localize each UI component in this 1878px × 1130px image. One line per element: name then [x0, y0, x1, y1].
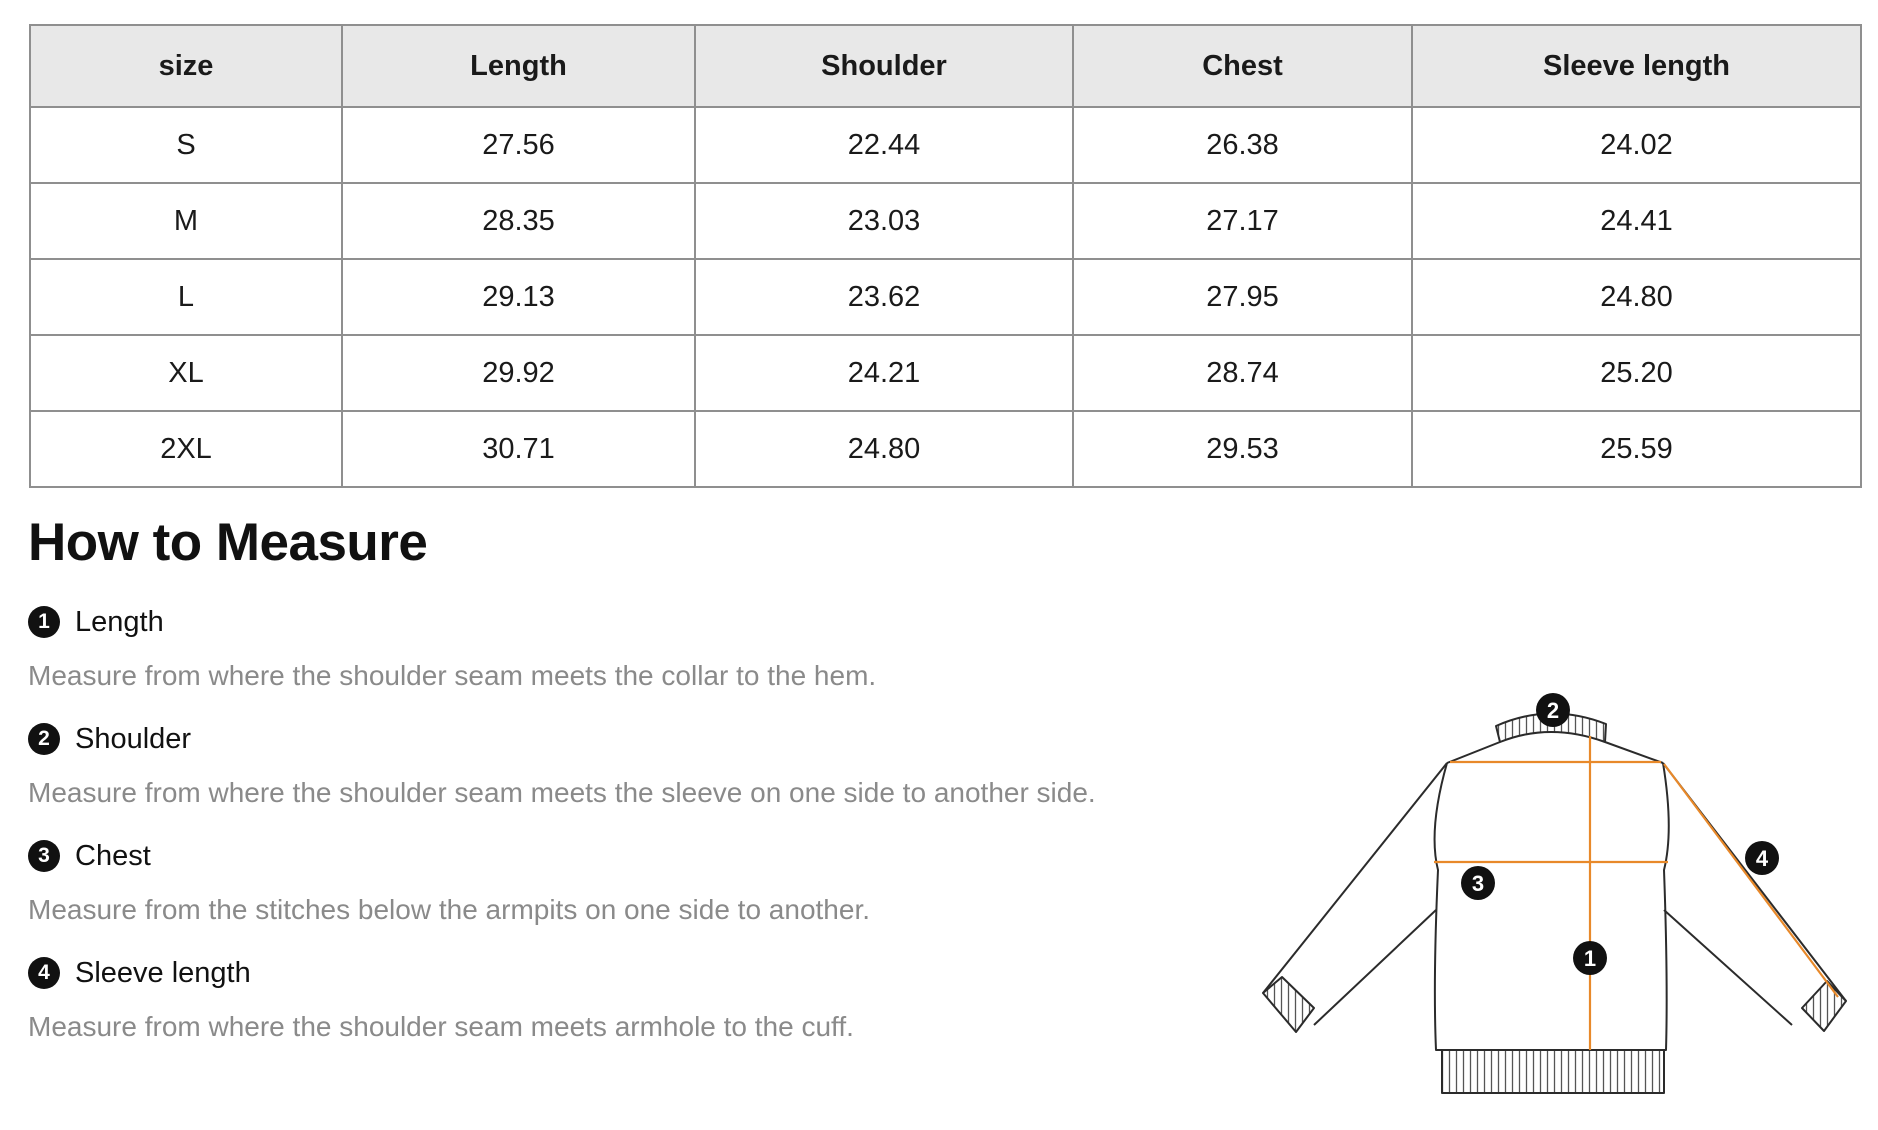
- step-number-badge: 3: [28, 840, 60, 872]
- column-header-shoulder: Shoulder: [695, 25, 1073, 107]
- table-cell: 26.38: [1073, 107, 1412, 183]
- table-cell: 2XL: [30, 411, 342, 487]
- step-number-badge: 4: [28, 957, 60, 989]
- marker-1: [1573, 941, 1607, 975]
- table-cell: 30.71: [342, 411, 695, 487]
- table-cell: 23.62: [695, 259, 1073, 335]
- marker-4: [1745, 841, 1779, 875]
- step-description: Measure from where the shoulder seam meets the collar to the hem.: [28, 660, 877, 691]
- step-label: Length: [75, 605, 164, 638]
- step-description: Measure from where the shoulder seam meets the sleeve on one side to another side.: [28, 777, 1096, 808]
- marker-label: 4: [1755, 846, 1769, 871]
- marker-label: 3: [1471, 871, 1485, 896]
- table-row: [30, 107, 1861, 183]
- step-description: Measure from the stitches below the armpits on one side to another.: [28, 894, 871, 925]
- table-cell: XL: [30, 335, 342, 411]
- column-header-chest: Chest: [1073, 25, 1412, 107]
- table-row: [30, 335, 1861, 411]
- step-number-badge: 2: [28, 723, 60, 755]
- table-cell: 29.13: [342, 259, 695, 335]
- marker-3: [1461, 866, 1495, 900]
- table-cell: 24.41: [1412, 183, 1861, 259]
- sweater-outline: [1263, 713, 1846, 1093]
- step-label: Sleeve length: [75, 956, 251, 989]
- table-cell: 22.44: [695, 107, 1073, 183]
- measure-step-chest: [28, 836, 870, 926]
- table-cell: 28.74: [1073, 335, 1412, 411]
- table-cell: 25.59: [1412, 411, 1861, 487]
- step-description: Measure from where the shoulder seam meets armhole to the cuff.: [28, 1011, 854, 1042]
- table-cell: 24.80: [695, 411, 1073, 487]
- table-row: [30, 411, 1861, 487]
- table-cell: 24.02: [1412, 107, 1861, 183]
- table-cell: M: [30, 183, 342, 259]
- sweater-measurement-diagram: [1250, 680, 1870, 1120]
- size-chart-table: [29, 24, 1862, 488]
- step-label: Shoulder: [75, 722, 192, 755]
- table-cell: 28.35: [342, 183, 695, 259]
- column-header-sleeve-length: Sleeve length: [1412, 25, 1861, 107]
- table-cell: 27.17: [1073, 183, 1412, 259]
- table-cell: 23.03: [695, 183, 1073, 259]
- how-to-measure-title: How to Measure: [28, 513, 428, 572]
- table-row: [30, 259, 1861, 335]
- table-cell: 29.53: [1073, 411, 1412, 487]
- step-label: Chest: [75, 839, 151, 872]
- column-header-size: size: [30, 25, 342, 107]
- table-cell: 24.80: [1412, 259, 1861, 335]
- measurement-lines: [1434, 736, 1838, 1050]
- table-header-row: [30, 25, 1861, 107]
- table-row: [30, 183, 1861, 259]
- table-cell: 25.20: [1412, 335, 1861, 411]
- measure-step-length: [28, 602, 876, 692]
- table-cell: S: [30, 107, 342, 183]
- table-cell: 27.56: [342, 107, 695, 183]
- table-cell: 24.21: [695, 335, 1073, 411]
- step-number-badge: 1: [28, 606, 60, 638]
- measure-step-shoulder: [28, 719, 1096, 809]
- measure-step-sleeve-length: [28, 953, 854, 1043]
- marker-label: 2: [1546, 698, 1560, 723]
- marker-label: 1: [1583, 946, 1597, 971]
- table-cell: L: [30, 259, 342, 335]
- table-cell: 27.95: [1073, 259, 1412, 335]
- marker-2: [1536, 693, 1570, 727]
- table-cell: 29.92: [342, 335, 695, 411]
- column-header-length: Length: [342, 25, 695, 107]
